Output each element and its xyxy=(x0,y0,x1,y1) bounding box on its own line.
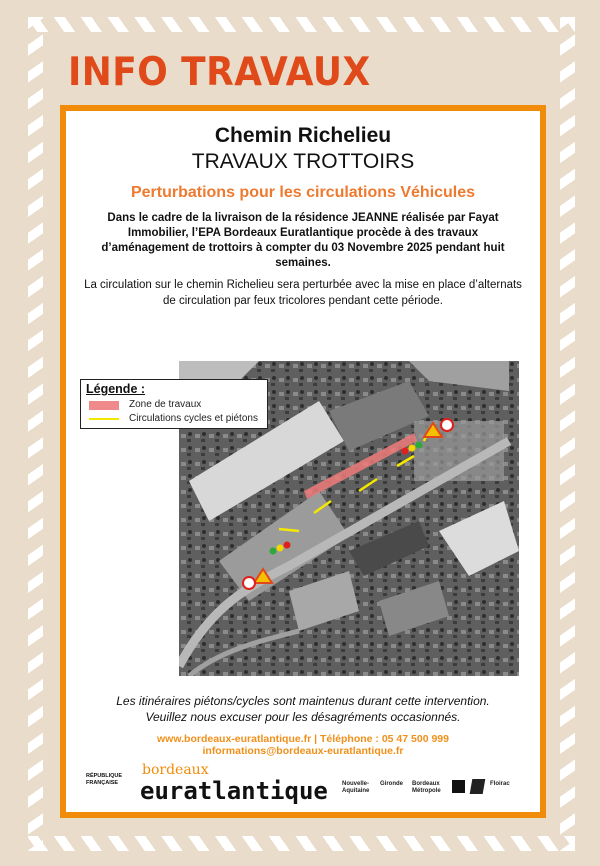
legend-item-works-zone xyxy=(89,399,201,411)
frame-stripe-bottom xyxy=(28,836,575,851)
euratlantique-logo: euratlantique xyxy=(140,777,328,805)
legend-item-cycles xyxy=(89,413,258,425)
logos-row xyxy=(86,763,526,809)
works-zone-swatch xyxy=(89,401,119,410)
page-title: INFO TRAVAUX xyxy=(68,50,371,95)
bordeaux-wordmark: bordeaux xyxy=(142,762,209,778)
website-phone[interactable]: www.bordeaux-euratlantique.fr | Téléphone : 05 47 500 999 xyxy=(157,733,449,745)
closing-line-1: Les itinéraires piétons/cycles sont maintenus durant cette intervention. xyxy=(116,694,490,708)
notice-card xyxy=(60,105,546,818)
perturbation-heading: Perturbations pour les circulations Véhicules xyxy=(130,184,476,201)
partner-logo-icon xyxy=(470,779,486,794)
email-link[interactable]: informations@bordeaux-euratlantique.fr xyxy=(202,745,404,757)
frame-stripe-top xyxy=(28,17,575,32)
frame-stripe-left xyxy=(28,17,43,851)
intro-paragraph: Dans le cadre de la livraison de la résidence JEANNE réalisée par Fayat Immobilier, l’EPA Bordeaux Euratlantique procède à des travaux d’aménagement de trottoirs à compter du 03 Novembre 2025 pendant huit semaines. xyxy=(101,212,505,269)
works-subtitle: TRAVAUX TROTTOIRS xyxy=(191,150,415,173)
republique-logo: RÉPUBLIQUE FRANÇAISE xyxy=(86,773,123,786)
traffic-paragraph: La circulation sur le chemin Richelieu sera perturbée avec la mise en place d’alternats de circulation par feux tricolores pendant cette période. xyxy=(84,279,522,307)
legend-label: Circulations cycles et piétons xyxy=(129,413,258,424)
contact-info xyxy=(66,733,540,757)
partner-logo-icon xyxy=(452,780,465,793)
notice-text-block xyxy=(66,111,540,309)
legend-title: Légende : xyxy=(86,382,146,396)
map-legend xyxy=(80,379,268,429)
gironde-logo: Gironde xyxy=(380,781,404,787)
bordeaux-metropole-logo: Bordeaux Métropole xyxy=(412,781,441,794)
floirac-logo: Floirac xyxy=(490,781,510,787)
frame-stripe-right xyxy=(560,17,575,851)
no-entry-sign-icon xyxy=(243,577,255,589)
closing-text xyxy=(66,693,540,725)
legend-label: Zone de travaux xyxy=(129,399,202,410)
closing-line-2: Veuillez nous excuser pour les désagréments occasionnés. xyxy=(145,710,461,724)
no-entry-sign-icon xyxy=(441,419,453,431)
nouvelle-aquitaine-logo: Nouvelle-Aquitaine xyxy=(342,781,370,794)
street-name: Chemin Richelieu xyxy=(214,124,392,147)
double-arrow-icon xyxy=(89,418,119,420)
